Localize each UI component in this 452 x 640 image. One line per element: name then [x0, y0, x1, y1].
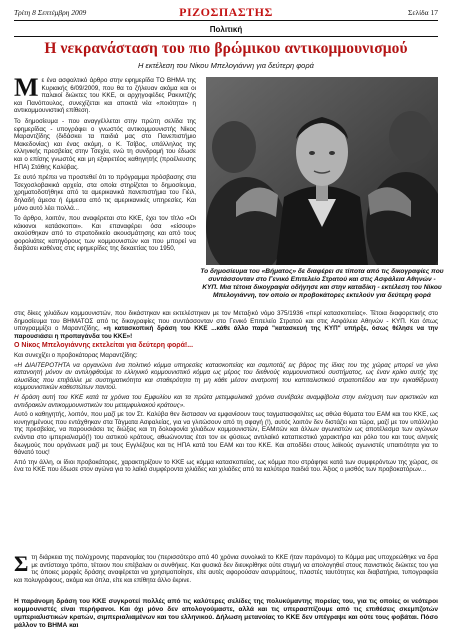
paragraph: Το δημοσίευμα - που αναγγέλλεται στην πρώτη σελίδα της εφημερίδας - υπογράφει ο γνωστός αντικομμουνιστής Νίκος Μαραντζίδης (διδάσκει τα παιδιά μας στο Πανεπιστήμιο Μακεδονίας) και ένας ακόμη, ο Κ. Τσίβος, υπάλληλος της ελληνικής πρεσβείας στην Τσεχία, ενώ τη συνδρομή του έδωσε και ο επίσης γνωστός και μη εξαιρετέος καθηγητής (προέλευσης ΗΠΑ) Στάθης Καλύβας. — [14, 117, 196, 171]
page-header — [14, 6, 438, 20]
header-rule — [14, 20, 438, 21]
paragraph — [14, 73, 196, 115]
section-banner — [14, 24, 438, 36]
section-label: Πολιτική — [209, 25, 243, 34]
photo-caption: Το δημοσίευμα του «Βήματος» δε διαφέρει σε τίποτα από τις δικογραφίες που συντάσσονταν στο Γενικό Επιτελείο Στρατού και στις Ασφάλεια Αθηνών - ΚΥΠ. Μια τέτοια δικογραφία οδήγησε και στην καταδίκη - εκτέλεση του Νίκου Μπελογιάννη, τον οποίο οι προβοκάτορες εκτελούν για δεύτερη φορά — [200, 268, 444, 299]
paragraph — [14, 551, 438, 584]
article-subhead: Η εκτέλεση του Νίκου Μπελογιάννη για δεύτερη φορά — [138, 61, 314, 70]
paragraph-text: στις δίκες χιλιάδων κομμουνιστών, που δικάστηκαν και εκτελέστηκαν με τον Μεταξικό νόμο 375/1936 «περί κατασκοπείας». Τέτοια διαφορετικής στο δημοσίευμα του ΒΗΜΑΤΟΣ από τις δικογραφίες που συντάσσονταν στο Γενικό Επιτελείο Στρατού και στις Ασφάλεια Αθηνών - ΚΥΠ. Και όπως υπογραμμίζει ο Μαραντζίδης, — [14, 310, 438, 333]
paragraph — [14, 310, 438, 340]
bottom-text — [14, 551, 438, 584]
page-number: Σελίδα 17 — [407, 8, 438, 17]
paragraph: Σε αυτό πρέπει να προστεθεί ότι το πρόγραμμα πρόσβασης στα Τσεχοσλοβακικά αρχεία, στα οποία στηρίζεται το δημοσίευμα, χρηματοδοτήθηκε από τα αμερικανικά πανεπιστήμια του Γιέιλ, δηλαδή άμεσα ή έμμεσα από τις αμερικανικές υπηρεσίες. Και μόνο αυτό λέει πολλά... — [14, 174, 196, 212]
article-headline: Η νεκρανάσταση του πιο βρώμικου αντικομμουνισμού — [44, 40, 408, 57]
photo-image — [206, 77, 438, 265]
emphasis-text: «η κατασκοπική δράση του ΚΚΕ ...κάθε άλλο παρά "κατασκευή της ΚΥΠ" υπήρξε, όσως θέλησε να την παρουσιάσει η προπαγάνδα του ΚΚΕ»! — [14, 325, 438, 340]
paragraph: Αυτό ο καθηγητής, λοιπόν, που μαζί με τον Στ. Καλύβα θεν διστασαν να εμφανίσουν τους ταγματασφαλίτες ως αθώα θύματα του ΕΑΜ και του ΚΚΕ, ως κυνηγημένους που εντάχθηκαν στα Τάγματα Ασφαλείας, για να γλιτώσουν από τη σφαγή (!), αυτός λοιπόν δεν διστάζει και τώρα, μαζί με τον υπάλληλο της πρεσβείας, να παρουσιάσει τις διώξεις και τη δολοφονία χιλιάδων κομμουνιστών, ΕΑΜιτών και άλλων αγωνιστών ως αποτέλεσμα των αγώνων ενάντια στο ιμπεριαλισμό(!) του αστικού κράτους, αθωώνοντας έτσι τον εκ φύσεως αντιλαϊκό καταπιεστικό χαρακτήρα και ρόλο του και τους αληνείς διωγμούς που οργάνωσε μαζί με τους Εγγλέζους και τις ΗΠΑ κατά του ΕΑΜ και του ΚΚΕ. Και αποδίδει στους λαϊκούς αγωνιστές υπαιτιότητα για το θάνατό τους! — [14, 411, 438, 457]
drop-cap: Σ — [14, 551, 29, 576]
paragraph-text: ε ένα ασφαλτικό άρθρο στην εφημερίδα ΤΟ ΒΗΜΑ της Κυριακής 6/09/2009, που θα το ζήλευαν ακόμα και οι παλαιοί διώκτες του ΚΚΕ, οι αρχηγοφέδες Ρακινιτζής και Πανόπουλος, συνεχίζεται και αποκτά νέα «ποιότητα» η αντικομμουνιστική επίθεση. — [14, 77, 196, 115]
main-text — [14, 310, 438, 476]
drop-cap: Μ — [14, 73, 39, 102]
issue-date: Τρίτη 8 Σεπτέμβρη 2009 — [14, 8, 87, 17]
section-rule — [14, 36, 438, 37]
newspaper-logo: ΡΙΖΟΣΠΑΣΤΗΣ — [179, 5, 273, 19]
left-column — [14, 73, 196, 256]
quote-paragraph: Η δράση αυτή του ΚΚΕ κατά τα χρόνια του Εμφυλίου και τα πρώτα μετεμφυλιακά χρόνια συνέβαλε αναμφίβολα στην ενίσχυση των αριστικών και αντιδρακών αντικομμουνιστικών του μετεμφυλιακού κράτους». — [14, 393, 438, 409]
quote-paragraph: «Η ΔΙΑΙΤΕΡΟΤΗΤΑ να οργανώνει ένα πολιτικό κόμμα υπηρεσίες κατασκοπείας και σαμποτάζ εις βάρος της ίδιας του της χώρας μπορεί να γίνει κατανοητή μόνον αν αντιληφθούμε το ελληνικό κομμουνιστικό κόμμα ως μέρος του διεθνούς κομμουνιστικού συστήματος, ως έναν κρίκο αυτής της αλυσίδας που επιβάλλε με συστηματικότητα και σταθερότητα τη μη κάθε μέσον ανατροπή του καπιταλιστικού στρατοπέδου και την εγκαθίδρυση κομμουνιστικών καθεστώτων παντού. — [14, 361, 438, 392]
paragraph: Και συνεχίζει ο προβοκάτορας Μαραντζίδης: — [14, 351, 138, 359]
paragraph: Το άρθρο, λοιπόν, που αναφέρεται στο ΚΚΕ, έχει τον τίτλο «Οι κάκκινοι κατάσκοποι». Και επαναφέρει όσα «είσουρ» ακούσθηκαν από το στρατοδικείο ακουσμάτησης και από τους φορολιάτες κατηγόρους των κομμουνιστών και που μπορεί να διαβάσει καθένας στις εφημερίδες της δεκαετίας του 1950, — [14, 215, 196, 253]
closing-paragraph: Η παράνομη δράση του ΚΚΕ συγκροτεί πολλές από τις καλύτερες σελίδες της πολυκύμαντης πορείας του, για τις οποίες οι νεότεροι κομμουνιστές είναι περήφανοι. Και όχι μόνο δεν απολογούμαστε, αλλά και τις υπερασπίζουμε από τις επιθέσεις σκεμπζοτών υμπεριαλιστικών κρατών, σιμπεριαλιαμένων και του ελληνικού. Δήλωση μετανοίας το ΚΚΕ δεν υπέγραψε και ούτε τους φοβάται. Πόσο μάλλον το ΒΗΜΑ και — [14, 598, 438, 629]
subheading: Ο Νίκος Μπελογιάννης εκτελείται για δεύτερη φορά!... — [14, 342, 194, 350]
paragraph-text: τη διάρκεια της πολύχρονης παρανομίας του (περισσότερο από 40 χρόνια συνολικά το ΚΚΕ ήταν παράνομο) το Κόμμα μας υποχρεώθηκε να δρα με αντίστοιχο τρόπο, τέτοιον που επέβαλαν οι συνθήκες. Και φυσικά δεν διευκρίθηκε ούτε στιγμή να απολογηθεί στους πανιστικός διώκτες του για τις όποιες μορφές δράσης αναφέρεται να χρησιμοποίησε, είτε αυτές αφορούσαν ασυρμάτους, πλαστές ταυτότητες και διαβατήρια, τυπογραφεία και πολυγράφους, ακόμα και όπλα, είτε και επίθητα άλλο έκρινε. — [14, 554, 438, 584]
article-photo — [206, 77, 438, 265]
paragraph: Από την άλλη, οι ίδιοι προβοκάτορες, χαρακτηρίζουν το ΚΚΕ ως κόμμα κατασκοπείας, ως κόμμα που στράφηκε κατά των συμφερόντων της χώρας, σε ένα το ΚΚΕ που έδωσε στον αγώνα για το λαϊκό συμφέροντα χιλιάδες και χιλιάδες από τα καλύτερα παιδιά του. Άξιος ο μισθός των προβοκατόρων... — [14, 458, 438, 474]
